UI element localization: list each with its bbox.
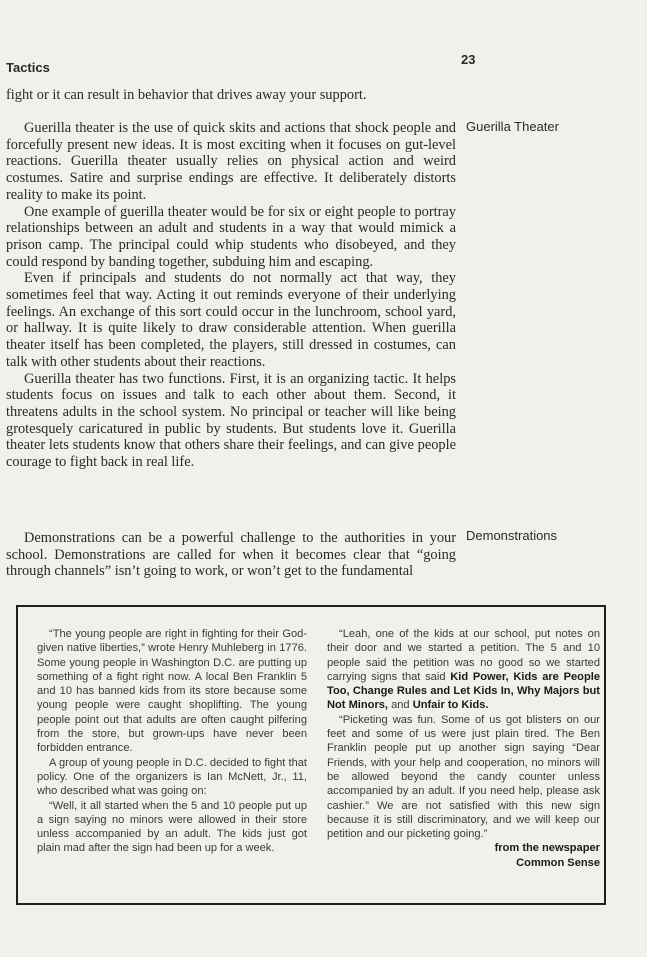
- sidebar-box: [16, 605, 606, 905]
- body-column-guerilla: [6, 120, 456, 471]
- text-run: “Leah, one of the kids at our school, put notes on their door and we started a petition. The 5 and 10 people said the petition was no good so we started carrying signs that said: [327, 628, 600, 683]
- paragraph: One example of guerilla theater would be for six or eight people to portray relationships between an adult and students in a way that would mimick a prison camp. The principal could whip students who disobeyed, and they could respond by banding together, subduing him and escaping.: [6, 203, 456, 270]
- credit-line: Common Sense: [516, 856, 600, 869]
- page-number: 23: [461, 52, 476, 67]
- sidebar-right-column: [327, 627, 600, 870]
- sidebar-left-column: [37, 627, 307, 856]
- body-column-demonstrations: [6, 530, 456, 580]
- sidebar-paragraph: “The young people are right in fighting for their God-given native liberties,” wrote Henry Muhleberg in 1776. Some young people in Washington D.C. are putting up something of a fight right now. A local Ben Franklin 5 and 10 has banned kids from its store because some young people were caught shoplifting. The young people point out that adults are often caught pilfering from the store, but grown-ups have never been forbidden entrance.: [37, 628, 307, 755]
- sidebar-paragraph: “Well, it all started when the 5 and 10 people put up a sign saying no minors were allowed in their store unless accompanied by an adult. The kids just got plain mad after the sign had been up for a week.: [37, 799, 307, 855]
- paragraph: Even if principals and students do not normally act that way, they sometimes feel that way. Acting it out reminds everyone of their underlying feelings. An exchange of this sort could occur in the lunchroom, school yard, or hallway. It is quite likely to draw considerable attention. When guerilla theater itself has been completed, the players, still dressed in costumes, can talk with other students about their reactions.: [6, 270, 456, 370]
- text-run: and: [388, 699, 413, 712]
- sign-slogans: Kid Power, Kids are People Too, Change Rules and Let Kids In, Why Majors but Not Minors,: [327, 670, 600, 712]
- sign-slogan: Unfair to Kids.: [412, 699, 489, 712]
- body-column-top: [6, 87, 456, 104]
- paragraph: fight or it can result in behavior that drives away your support.: [6, 87, 367, 103]
- sidebar-paragraph: A group of young people in D.C. decided to fight that policy. One of the organizers is Ian McNett, Jr., 11, who described what was going on:: [37, 756, 307, 798]
- sidebar-paragraph: “Picketing was fun. Some of us got blisters on our feet and some of us were just plain tired. The Ben Franklin people put up another sign saying “Dear Friends, with your help and cooperation, no minors will be allowed beyond the candy counter unless accompanied by an adult. If you need help, please ask cashier.” We are not satisfied with this new sign because it is still discriminatory, and we will keep our petition and our picketing going.”: [327, 713, 600, 841]
- paragraph: Guerilla theater has two functions. First, it is an organizing tactic. It helps students focus on issues and talk to each other about them. Second, it threatens adults in the school system. No principal or teacher will like being grotesquely caricatured in public by students. But students love it. Guerilla theater lets students know that others share their feelings, and can give people courage to fight back in real life.: [6, 370, 456, 471]
- source-credit: [327, 841, 600, 870]
- sidebar-paragraph: [327, 627, 600, 713]
- credit-line: from the newspaper: [494, 842, 600, 855]
- side-label-guerilla-theater: Guerilla Theater: [466, 119, 559, 134]
- paragraph: Demonstrations can be a powerful challenge to the authorities in your school. Demonstrations are called for when it becomes clear that “going through channels” isn’t going to work, or won’t get to the fundamental: [6, 530, 456, 580]
- section-title: Tactics: [6, 60, 50, 75]
- side-label-demonstrations: Demonstrations: [466, 528, 558, 543]
- paragraph: Guerilla theater is the use of quick skits and actions that shock people and forcefully present new ideas. It is most exciting when it focuses on gut-level reactions. Guerilla theater usually relies on physical action and weird costumes. Satire and surprise endings are effective. It deliberately distorts reality to make its point.: [6, 120, 456, 203]
